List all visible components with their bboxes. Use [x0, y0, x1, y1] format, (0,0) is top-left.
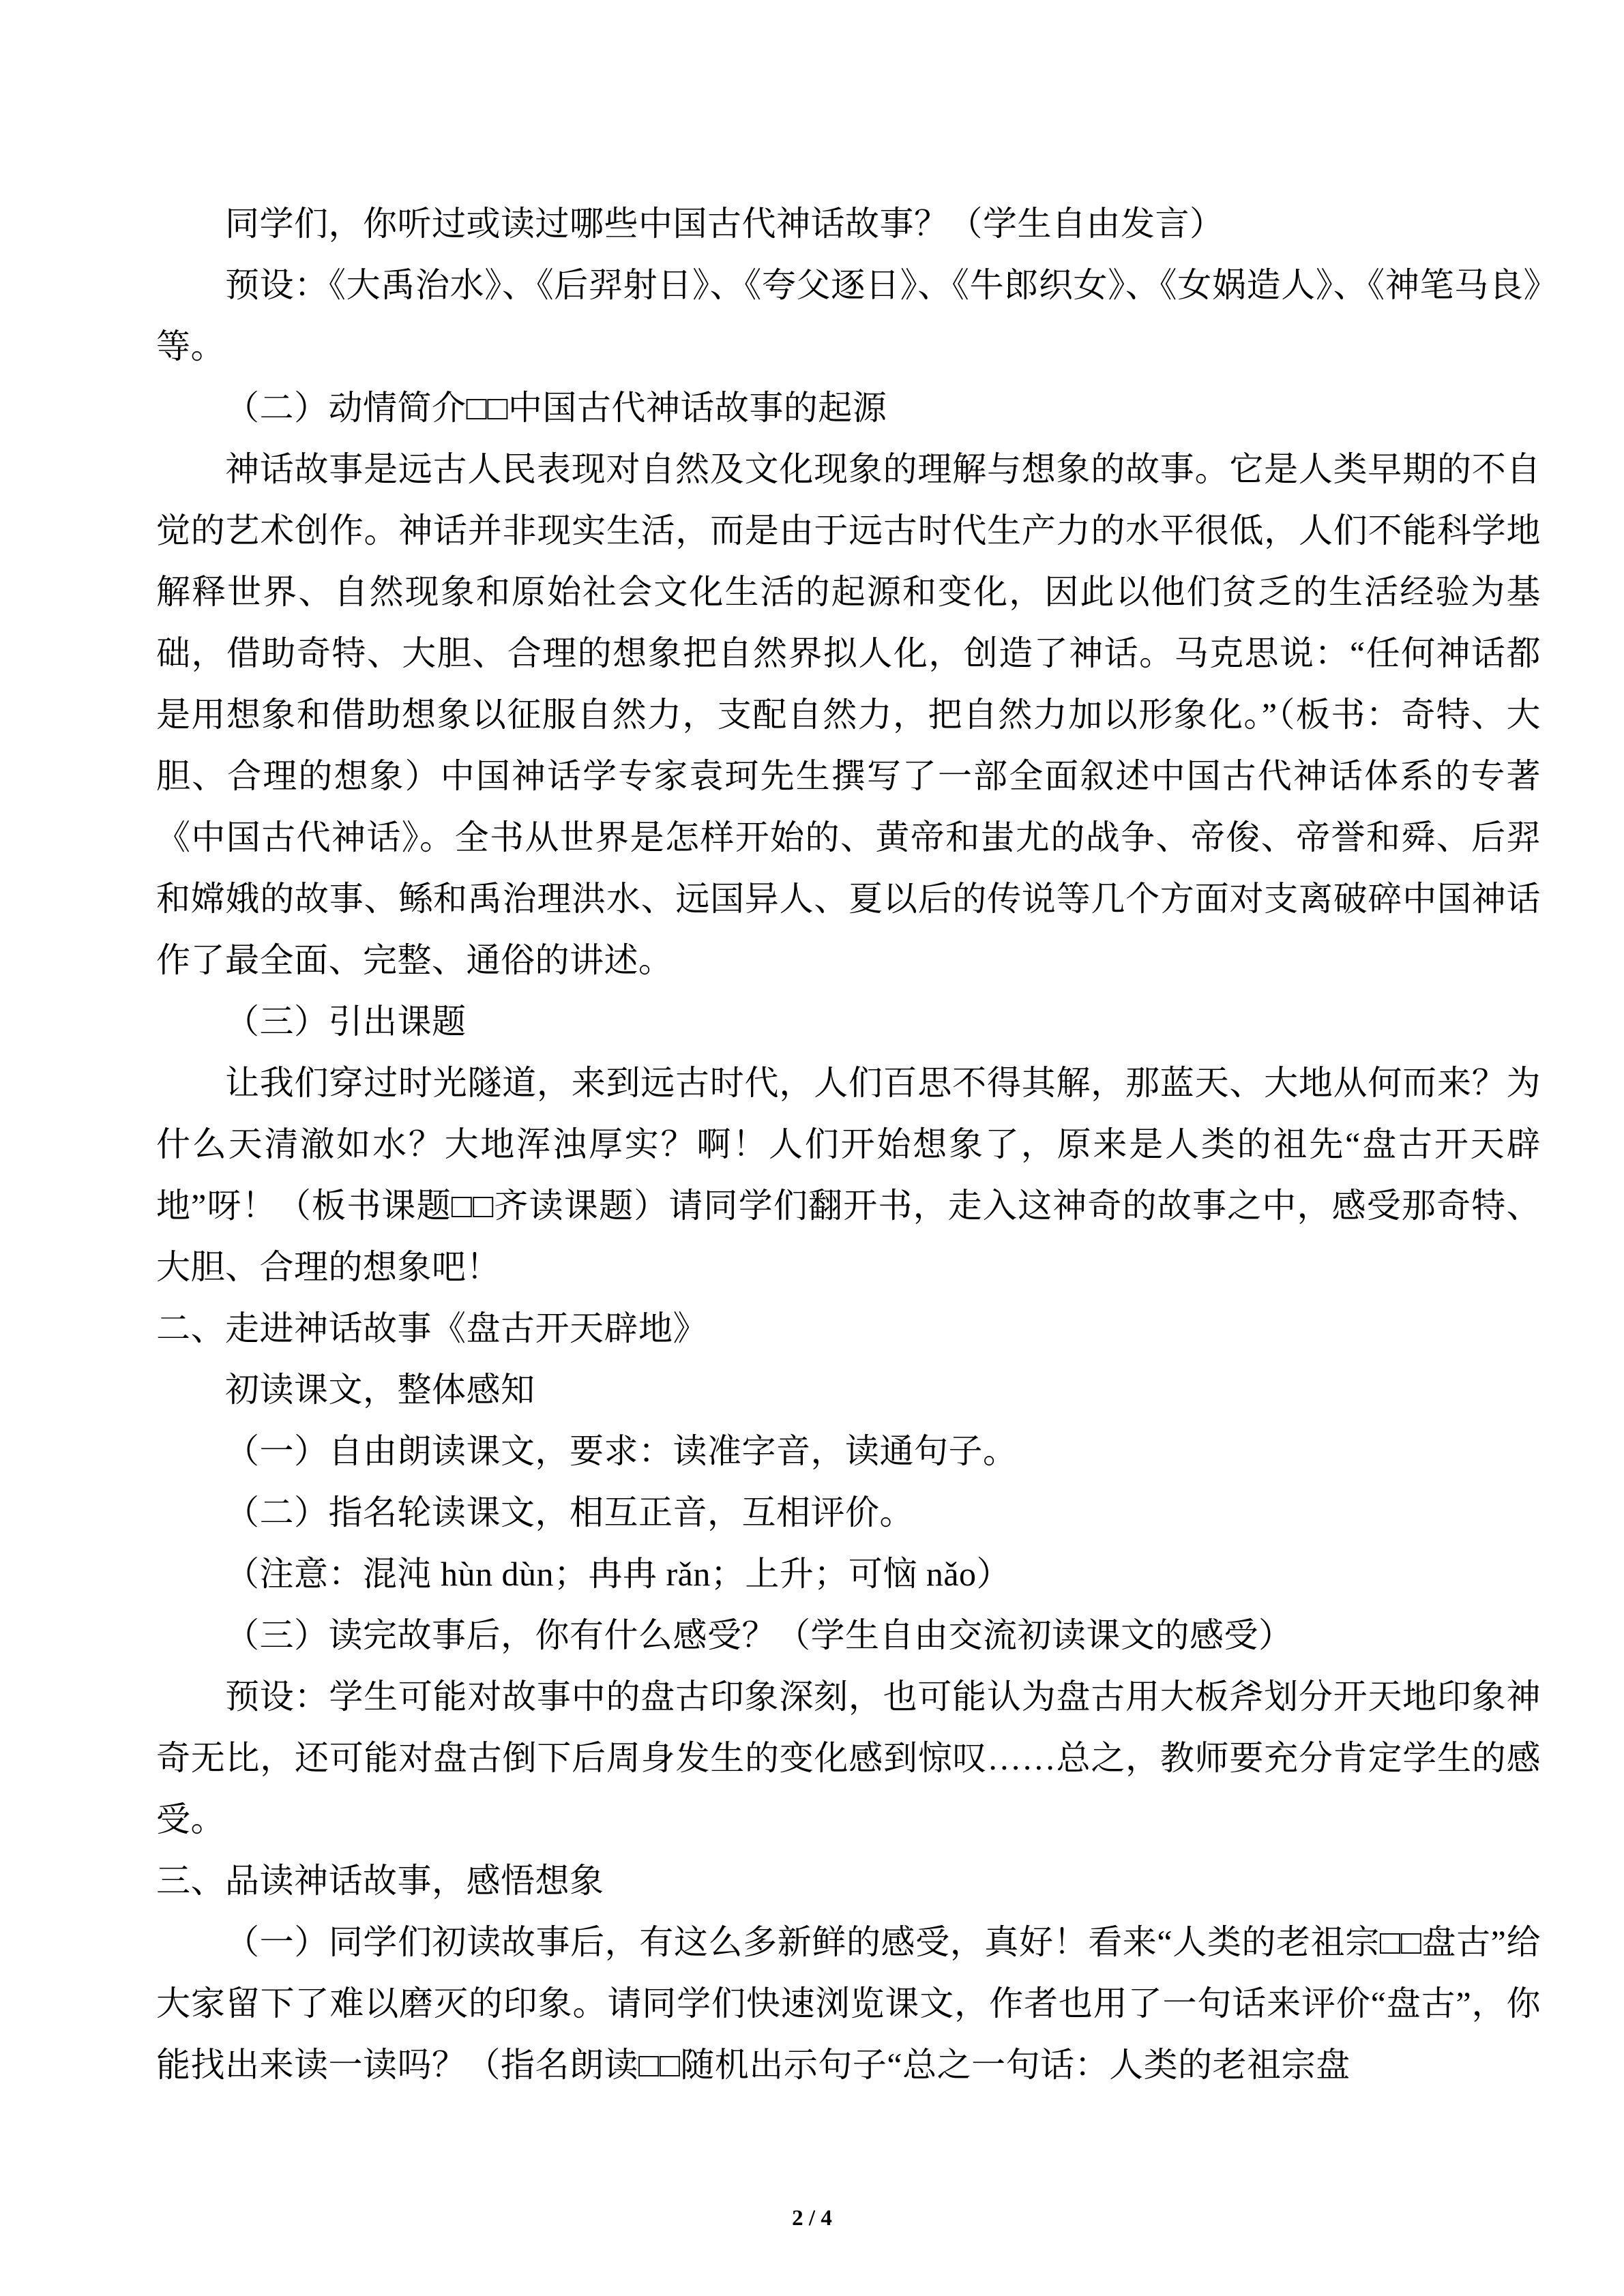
paragraph-chapter-heading: 二、走进神话故事《盘古开天辟地》 — [156, 1309, 707, 1347]
paragraph: 初读课文，整体感知 — [225, 1371, 535, 1409]
paragraph: （二）指名轮读课文，相互正音，互相评价。 — [225, 1493, 914, 1532]
paragraph: （一）自由朗读课文，要求：读准字音，读通句子。 — [225, 1432, 1018, 1470]
paragraph: （注意：混沌 hùn dùn；冉冉 rǎn；上升；可恼 nǎo） — [225, 1555, 1012, 1593]
paragraph: 让我们穿过时光隧道，来到远古时代，人们百思不得其解，那蓝天、大地从何而来？为什么天清澈如水？大地浑浊厚实？啊！人们开始想象了，原来是人类的祖先“盘古开天辟地”呀！（板书课题□□齐读课题）请同学们翻开书，走入这神奇的故事之中，感受那奇特、大胆、合理的想象吧！ — [156, 1064, 1541, 1286]
paragraph-section-heading: （三）引出课题 — [225, 1002, 467, 1041]
paragraph: （一）同学们初读故事后，有这么多新鲜的感受，真好！看来“人类的老祖宗□□盘古”给大家留下了难以磨灭的印象。请同学们快速浏览课文，作者也用了一句话来评价“盘古”，你能找出来读一读吗？（指名朗读□□随机出示句子“总之一句话：人类的老祖宗盘 — [156, 1923, 1541, 2084]
paragraph: 同学们，你听过或读过哪些中国古代神话故事？（学生自由发言） — [225, 205, 1224, 243]
paragraph: （三）读完故事后，你有什么感受？（学生自由交流初读课文的感受） — [225, 1616, 1293, 1654]
paragraph-section-heading: （二）动情简介□□中国古代神话故事的起源 — [225, 389, 887, 427]
paragraph-chapter-heading: 三、品读神话故事，感悟想象 — [156, 1862, 604, 1900]
page-number: 2 / 4 — [792, 2206, 832, 2231]
paragraph: 预设：《大禹治水》、《后羿射日》、《夸父逐日》、《牛郎织女》、《女娲造人》、《神笔马良》等。 — [156, 266, 1541, 366]
paragraph: 神话故事是远古人民表现对自然及文化现象的理解与想象的故事。它是人类早期的不自觉的艺术创作。神话并非现实生活，而是由于远古时代生产力的水平很低，人们不能科学地解释世界、自然现象和原始社会文化生活的起源和变化，因此以他们贫乏的生活经验为基础，借助奇特、大胆、合理的想象把自然界拟人化，创造了神话。马克思说：“任何神话都是用想象和借助想象以征服自然力，支配自然力，把自然力加以形象化。”（板书：奇特、大胆、合理的想象）中国神话学专家袁珂先生撰写了一部全面叙述中国古代神话体系的专著《中国古代神话》。全书从世界是怎样开始的、黄帝和蚩尤的战争、帝俊、帝誉和舜、后羿和嫦娥的故事、鲧和禹治理洪水、远国异人、夏以后的传说等几个方面对支离破碎中国神话作了最全面、完整、通俗的讲述。 — [156, 450, 1541, 979]
paragraph: 预设：学生可能对故事中的盘古印象深刻，也可能认为盘古用大板斧划分开天地印象神奇无比，还可能对盘古倒下后周身发生的变化感到惊叹……总之，教师要充分肯定学生的感受。 — [156, 1678, 1541, 1838]
document-body — [156, 193, 1541, 2096]
